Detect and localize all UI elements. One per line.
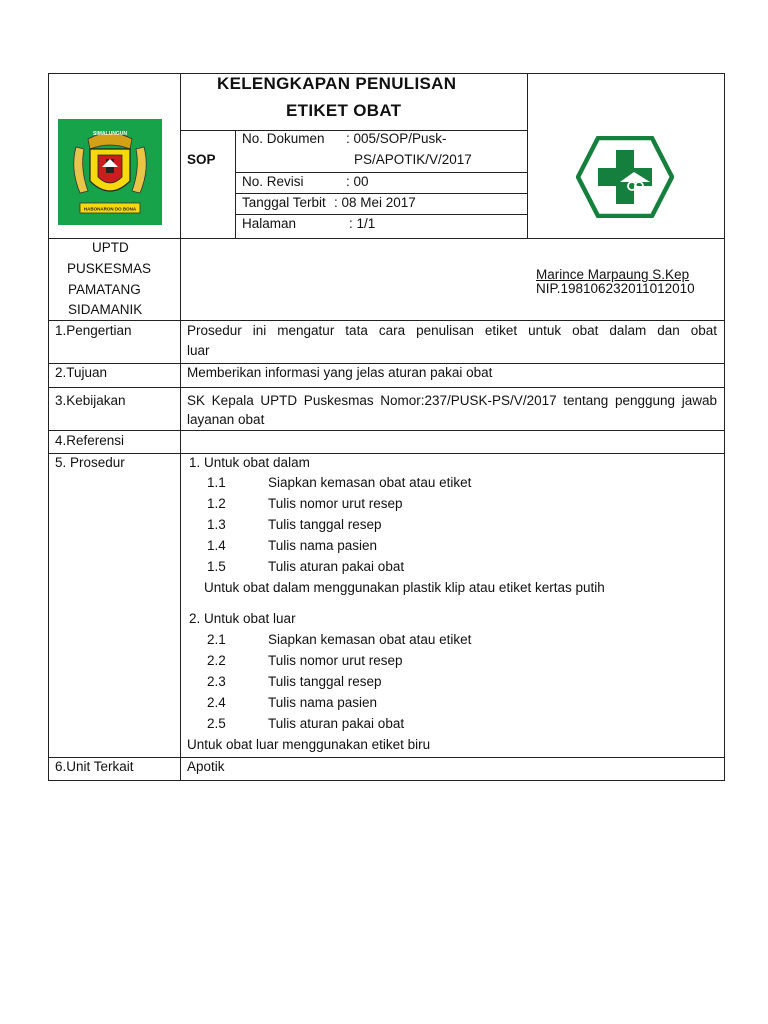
revision-value: : 00	[346, 174, 369, 189]
regency-logo-text-bottom: HABONARON DO BONA	[83, 206, 137, 212]
regency-emblem-icon	[58, 119, 162, 225]
pengertian-label: 1.Pengertian	[55, 323, 132, 338]
puskesmas-cross-icon	[576, 136, 674, 218]
page-count-label: Halaman	[242, 216, 297, 231]
table-border-right	[724, 73, 725, 781]
step-number: 2.3	[207, 674, 226, 689]
prosedur-label: 5. Prosedur	[55, 455, 125, 470]
step-text: Tulis aturan pakai obat	[268, 559, 405, 574]
unit-terkait-label: 6.Unit Terkait	[55, 759, 134, 774]
step-number: 1.2	[207, 496, 226, 511]
org-line-1: UPTD	[92, 240, 129, 255]
issue-date-label: Tanggal Terbit	[242, 195, 326, 210]
prosedur-group2-note: Untuk obat luar menggunakan etiket biru	[187, 737, 431, 752]
step-number: 2.2	[207, 653, 226, 668]
pengertian-text-line1: Prosedur ini mengatur tata cara penulisan etiket untuk obat dalam dan obat	[187, 323, 717, 338]
step-text: Tulis tanggal resep	[268, 517, 382, 532]
unit-terkait-text: Apotik	[187, 759, 225, 774]
table-line	[235, 130, 236, 238]
step-text: Siapkan kemasan obat atau etiket	[268, 632, 472, 647]
step-number: 1.3	[207, 517, 226, 532]
step-text: Tulis nomor urut resep	[268, 496, 403, 511]
tujuan-label: 2.Tujuan	[55, 365, 108, 380]
table-line	[48, 757, 725, 758]
step-number: 1.5	[207, 559, 226, 574]
table-line	[48, 238, 725, 239]
table-line	[48, 430, 725, 431]
referensi-label: 4.Referensi	[55, 433, 125, 448]
step-number: 1.1	[207, 475, 226, 490]
step-text: Tulis aturan pakai obat	[268, 716, 405, 731]
tujuan-text: Memberikan informasi yang jelas aturan pakai obat	[187, 365, 493, 380]
step-text: Tulis nama pasien	[268, 538, 378, 553]
page-count-value: : 1/1	[349, 216, 376, 231]
prosedur-group1-note: Untuk obat dalam menggunakan plastik klip atau etiket kertas putih	[204, 580, 605, 595]
revision-label: No. Revisi	[242, 174, 304, 189]
org-line-2: PUSKESMAS	[67, 261, 152, 276]
step-text: Tulis nama pasien	[268, 695, 378, 710]
issue-date-value: : 08 Mei 2017	[334, 195, 416, 210]
table-line	[527, 73, 528, 238]
prosedur-group1-title: 1. Untuk obat dalam	[189, 455, 310, 470]
page-title-line2: ETIKET OBAT	[286, 101, 402, 120]
step-number: 2.4	[207, 695, 226, 710]
sop-label: SOP	[187, 152, 216, 167]
doc-number-value-2: PS/APOTIK/V/2017	[354, 152, 472, 167]
step-number: 2.5	[207, 716, 226, 731]
puskesmas-logo	[576, 136, 674, 218]
step-text: Tulis tanggal resep	[268, 674, 382, 689]
pengertian-text-line2: luar	[187, 343, 210, 358]
doc-number-value-1: : 005/SOP/Pusk-	[346, 131, 447, 146]
step-text: Tulis nomor urut resep	[268, 653, 403, 668]
table-border-left	[48, 73, 49, 781]
kebijakan-text-line2: layanan obat	[187, 412, 265, 427]
signer-nip: NIP.19810623201101201​0	[536, 281, 695, 296]
org-line-4: SIDAMANIK	[68, 302, 143, 317]
step-text: Siapkan kemasan obat atau etiket	[268, 475, 472, 490]
step-number: 2.1	[207, 632, 226, 647]
regency-logo-text-top: SIMALUNGUN	[93, 131, 127, 137]
signer-name: Marince Marpaung S.Kep	[536, 267, 690, 282]
table-line	[48, 387, 725, 388]
prosedur-group2-title: 2. Untuk obat luar	[189, 611, 296, 626]
kebijakan-label: 3.Kebijakan	[55, 393, 126, 408]
table-line	[180, 73, 181, 781]
table-line	[48, 320, 725, 321]
doc-number-label: No. Dokumen	[242, 131, 325, 146]
page-title-line1: KELENGKAPAN PENULISAN	[217, 74, 457, 93]
kebijakan-text-line1: SK Kepala UPTD Puskesmas Nomor:237/PUSK-PS/V/2017 tentang penggung jawab	[187, 393, 717, 408]
org-line-3: PAMATANG	[68, 282, 141, 297]
step-number: 1.4	[207, 538, 226, 553]
regency-logo	[58, 119, 162, 225]
table-line	[48, 453, 725, 454]
table-border-bottom	[48, 780, 725, 781]
